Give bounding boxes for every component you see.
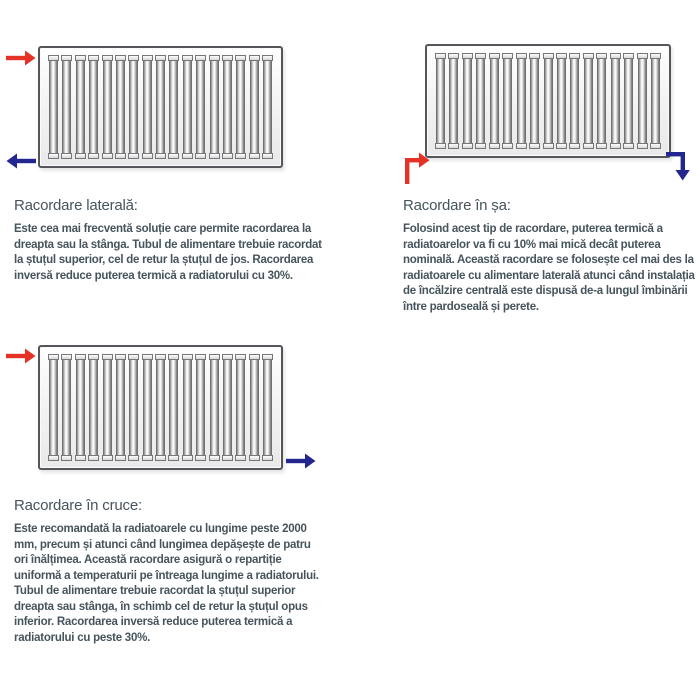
radiator-fin	[596, 53, 607, 149]
radiator-fin	[195, 55, 206, 159]
radiator-fin	[142, 354, 153, 461]
radiator-fin	[262, 354, 273, 461]
radiator-fin	[475, 53, 486, 149]
radiator-fin	[235, 354, 246, 461]
radiator-fin	[529, 53, 540, 149]
section-body-text: Este cea mai frecventă soluție care permite racordarea la dreapta sau la stânga. Tubul de alimentare trebuie racordat la ștuțul superior, cel de retur la ștuțul de jos. Racordarea inversă reduce puterea termică a radiatorului cu 30%.	[14, 223, 322, 282]
section-body-text: Folosind acest tip de racordare, puterea termică a radiatoarelor va fi cu 10% mai mică decât puterea nominală. Această racordare se folosește cel mai des la radiatoarele cu alimentare laterală atunci când instalația de încălzire centrală este dispusă de-a lungul îmbinării între pardoseală și perete.	[403, 223, 695, 313]
radiator-diagram-laterala	[38, 46, 283, 168]
section-body-text: Este recomandată la radiatoarele cu lungime peste 2000 mm, precum și atunci când lungimea depășește de patru ori înălțimea. Această racordare asigură o repartiție uniformă a temperaturii pe întreaga lungime a radiatorului. Tubul de alimentare trebuie racordat la ștuțul superior dreapta sau stânga, în schimb cel de retur la ștuțul opus inferior. Racordarea inversă reduce puterea termică a radiatorului cu peste 30%.	[14, 523, 319, 644]
supply-arrow-icon	[6, 50, 36, 66]
radiator-fin	[623, 53, 634, 149]
radiator-fin	[142, 55, 153, 159]
return-arrow-icon	[286, 453, 316, 469]
radiator-fin	[61, 55, 72, 159]
radiator-fin	[262, 55, 273, 159]
return-arrow-icon	[6, 153, 36, 169]
radiator-fin	[128, 55, 139, 159]
supply-elbow-arrow-icon	[402, 146, 430, 184]
radiator-fin	[155, 354, 166, 461]
radiator-fins	[48, 55, 273, 159]
radiator-fin	[102, 55, 113, 159]
radiator-fin	[448, 53, 459, 149]
radiator-fin	[195, 354, 206, 461]
radiator-fin	[182, 354, 193, 461]
radiator-fin	[88, 354, 99, 461]
radiator-fin	[61, 354, 72, 461]
radiator-fin	[249, 55, 260, 159]
radiator-fin	[115, 354, 126, 461]
radiator-fin	[182, 55, 193, 159]
radiator-fin	[48, 354, 59, 461]
radiator-fins	[48, 354, 273, 461]
radiator-fin	[115, 55, 126, 159]
radiator-fin	[209, 55, 220, 159]
radiator-fin	[610, 53, 621, 149]
radiator-fin	[168, 354, 179, 461]
radiator-diagram-in-sa	[425, 44, 671, 158]
supply-arrow-icon	[6, 348, 36, 364]
radiator-fin	[637, 53, 648, 149]
radiator-fin	[556, 53, 567, 149]
radiator-fin	[583, 53, 594, 149]
radiator-diagram-in-cruce	[38, 345, 283, 470]
radiator-fin	[543, 53, 554, 149]
return-elbow-arrow-icon	[666, 149, 696, 185]
radiator-fin	[249, 354, 260, 461]
radiator-fin	[75, 354, 86, 461]
radiator-fin	[222, 354, 233, 461]
radiator-fin	[155, 55, 166, 159]
section-heading: Racordare în cruce:	[14, 497, 142, 514]
radiator-fin	[502, 53, 513, 149]
radiator-fin	[222, 55, 233, 159]
radiator-fin	[88, 55, 99, 159]
radiator-fins	[435, 53, 661, 149]
radiator-fin	[235, 55, 246, 159]
radiator-fin	[489, 53, 500, 149]
radiator-fin	[102, 354, 113, 461]
radiator-fin	[516, 53, 527, 149]
section-heading: Racordare în șa:	[403, 197, 511, 214]
radiator-fin	[569, 53, 580, 149]
radiator-fin	[75, 55, 86, 159]
radiator-fin	[650, 53, 661, 149]
radiator-fin	[128, 354, 139, 461]
section-heading: Racordare laterală:	[14, 197, 138, 214]
radiator-fin	[168, 55, 179, 159]
radiator-fin	[48, 55, 59, 159]
radiator-fin	[462, 53, 473, 149]
radiator-fin	[435, 53, 446, 149]
radiator-fin	[209, 354, 220, 461]
